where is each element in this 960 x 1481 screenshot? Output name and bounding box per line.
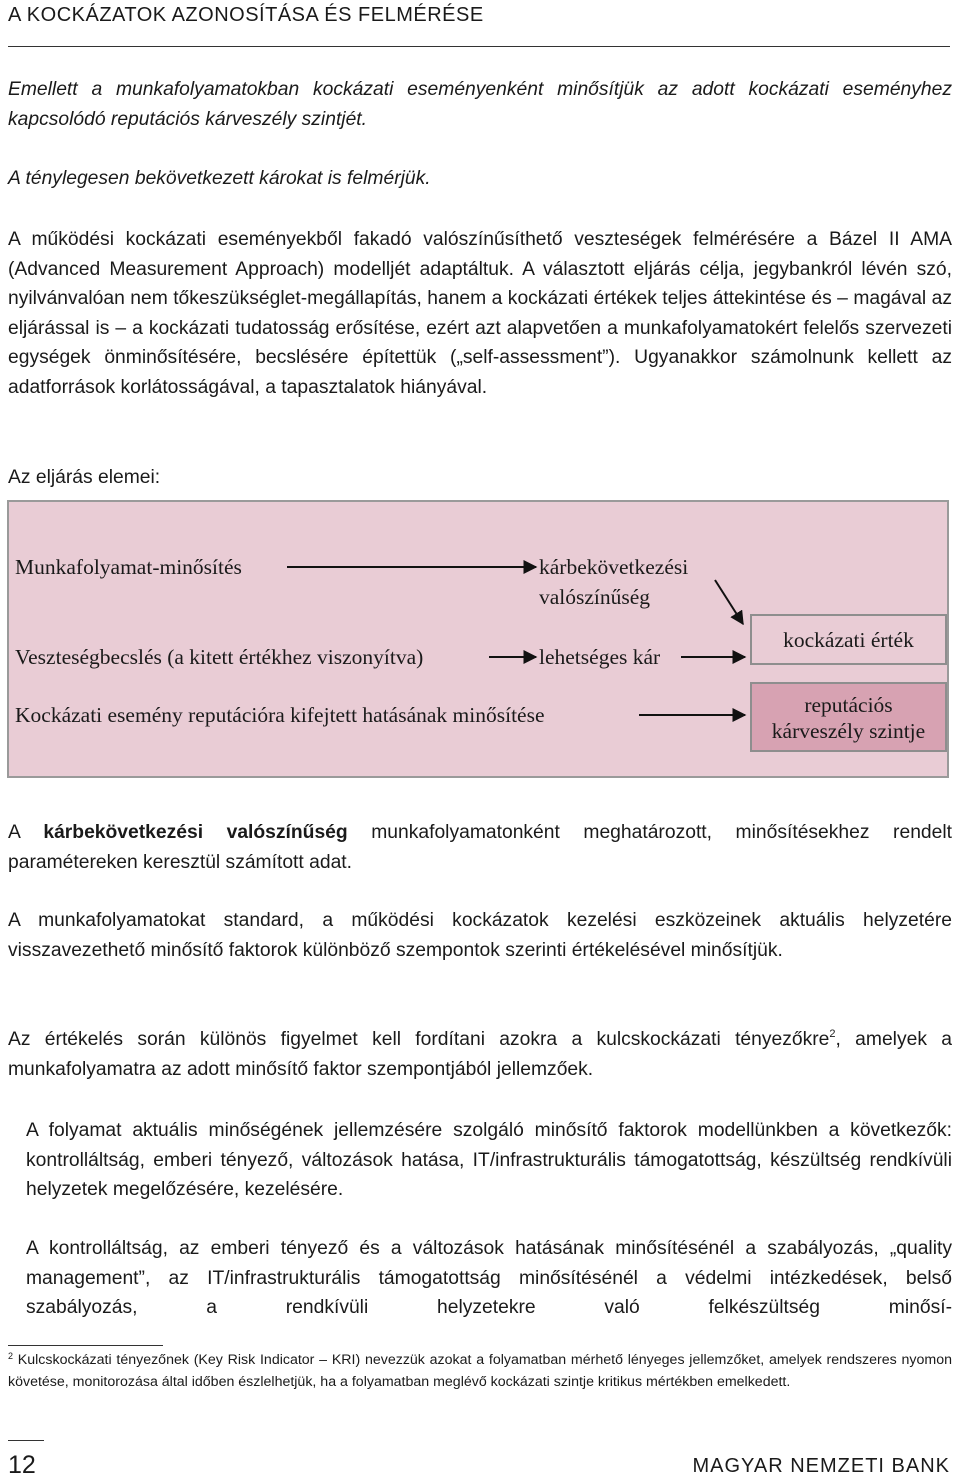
diagram-row1-label: Munkafolyamat-minősítés <box>15 555 242 579</box>
paragraph-1: Emellett a munkafolyamatokban kockázati eseményenként minősítjük az adott kockázati eseményhez kapcsolódó reputációs kárveszély szintjét. <box>8 79 952 130</box>
footnote-marker: 2 <box>8 1351 14 1361</box>
diagram-row3-label: Kockázati esemény reputációra kifejtett hatásának minősítése <box>15 703 545 727</box>
footnote <box>8 1350 952 1393</box>
paragraph-2: A ténylegesen bekövetkezett károkat is felmérjük. <box>8 168 431 189</box>
paragraph-3: A működési kockázati eseményekből fakadó valószínűsíthető veszteségek felmérésére a Bázel II AMA (Advanced Measurement Approach) modelljét adaptáltuk. A választott eljárás célja, jegybankról lévén szó, nyilvánvalóan nem tőkeszükséglet-megállapítás, hanem a kockázati értékek teljes áttekintése és – magával az eljárással is – a kockázati tudatosság erősítése, ezért azt alapvetően a munkafolyamatokért felelős szervezeti egységek önminősítésére, becslésére építettük („self-assessment”). Ugyanakkor számolnunk kellett az adatforrások korlátosságával, a tapasztalatok hiányával. <box>8 229 952 398</box>
risk-value-box <box>750 614 947 665</box>
paragraph-5-rest: munkafolyamatonként meghatározott, minősítésekhez rendelt paramétereken keresztül számított adat. <box>8 822 953 873</box>
paragraph-5 <box>8 818 952 877</box>
arrow-diagonal <box>715 580 743 624</box>
footnote-ref: 2 <box>829 1028 836 1040</box>
reputation-risk-box <box>750 682 947 752</box>
paragraph-6: A munkafolyamatokat standard, a működési kockázatok kezelési eszközeinek aktuális helyzetére visszavezethető minősítő faktorok különböző szempontok szerinti értékelésével minősítjük. <box>8 910 952 961</box>
page-header: A KOCKÁZATOK AZONOSÍTÁSA ÉS FELMÉRÉSE <box>8 4 484 26</box>
footnote-text: Kulcskockázati tényezőnek (Key Risk Indicator – KRI) nevezzük azokat a folyamatban mérhető lényeges jellemzőket, amelyek rendszeres nyomon követése, monitorozása által időben észlelhetjük, ha a folyamatban meglévő kockázati szintje kritikus mértékben emelkedett. <box>8 1352 952 1390</box>
paragraph-7 <box>8 1025 952 1084</box>
paragraph-7-lead: Az értékelés során különös figyelmet kell fordítani azokra a kulcskockázati tényezőkre <box>8 1029 830 1050</box>
page-number-rule <box>8 1440 44 1441</box>
diagram-probability-line1: kárbekövetkezési <box>539 555 689 579</box>
paragraph-5-term: kárbekövetkezési valószínűség <box>43 822 348 843</box>
page-number: 12 <box>8 1451 36 1479</box>
paragraph-5-lead: A <box>8 822 44 843</box>
header-rule <box>8 46 950 47</box>
paragraph-8: A folyamat aktuális minőségének jellemzésére szolgáló minősítő faktorok modellünkben a következők: kontrolláltság, emberi tényező, változások hatása, IT/infrastrukturális támogatottság, készültség rendkívüli helyzetek megelőzésére, kezelésére. <box>26 1120 952 1200</box>
reputation-box-line2: kárveszély szintje <box>771 719 926 743</box>
paragraph-4: Az eljárás elemei: <box>8 467 161 488</box>
paragraph-7-rest: , amelyek a munkafolyamatra az adott minősítő faktor szempontjából jellemzőek. <box>8 1029 952 1080</box>
diagram-probability-line2: valószínűség <box>539 585 651 609</box>
publisher-name: MAGYAR NEMZETI BANK <box>692 1455 950 1477</box>
reputation-box-line1: reputációs <box>804 693 893 717</box>
risk-value-label: kockázati érték <box>783 628 914 652</box>
paragraph-9: A kontrolláltság, az emberi tényező és a változások hatásának minősítésénél a szabályozás, „quality management”, az IT/infrastrukturális támogatottság minősítésénél a védelmi intézkedések, belső szabályozás, a rendkívüli helyzetekre való felkészültség minősí- <box>26 1238 952 1318</box>
process-diagram <box>7 500 949 778</box>
diagram-row2-label: Veszteségbecslés (a kitett értékhez viszonyítva) <box>15 645 424 669</box>
footnote-rule <box>8 1345 163 1346</box>
diagram-possible-loss: lehetséges kár <box>539 645 661 669</box>
